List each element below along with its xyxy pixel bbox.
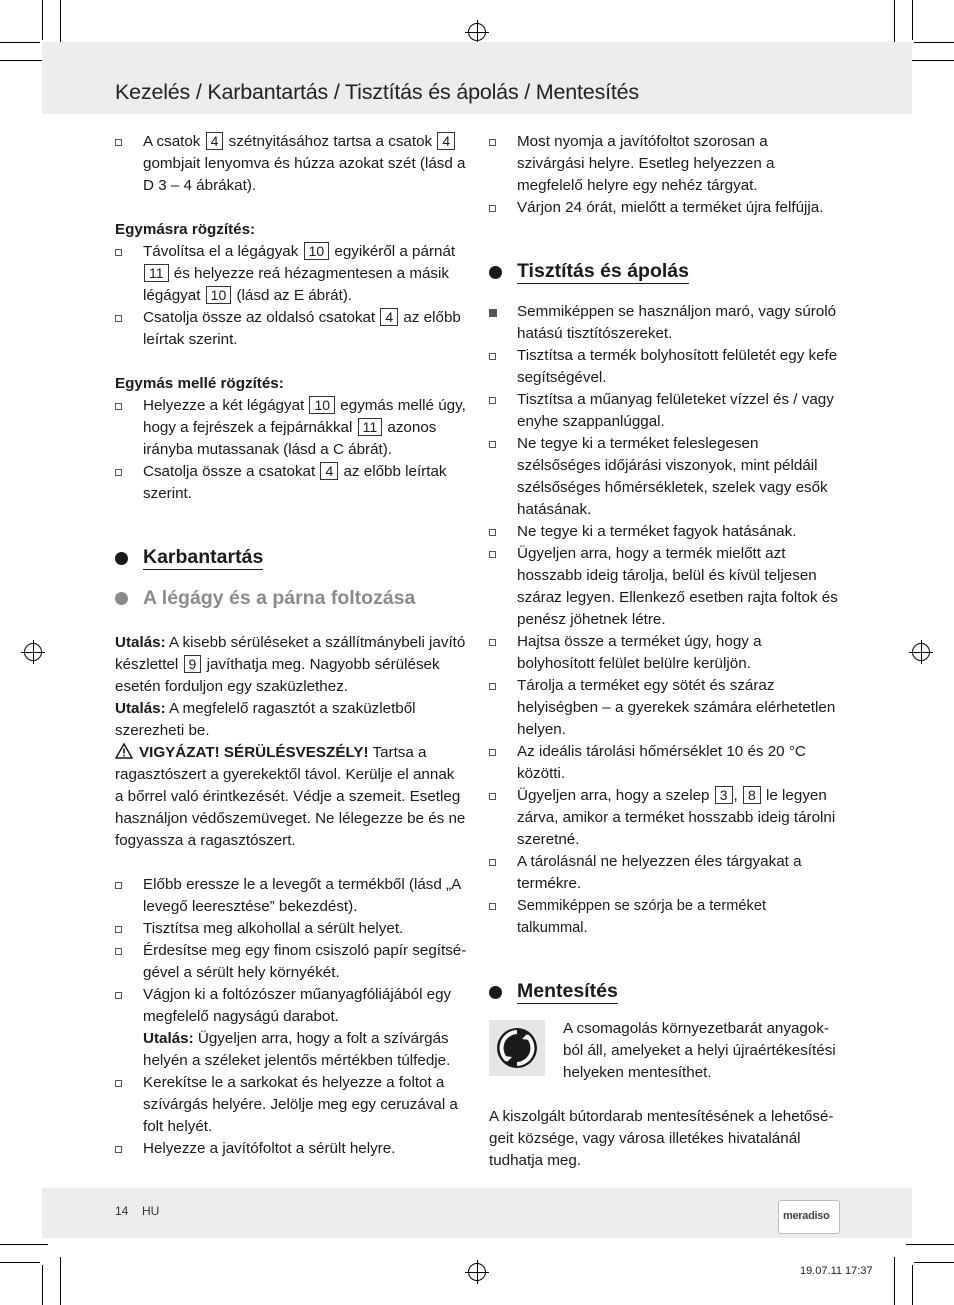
unbuckle-list bbox=[115, 131, 467, 197]
crop-mark bbox=[912, 0, 913, 40]
patch-continue-list bbox=[489, 131, 839, 219]
brand-logo bbox=[778, 1200, 840, 1234]
part-number: 4 bbox=[437, 132, 455, 150]
list-item: Most nyomja a javítófoltot szorosan a szivárgási helyre. Esetleg helyezzen a megfelelő helyre egy nehéz tárgyat. bbox=[489, 131, 839, 197]
checkbox-bullet-icon bbox=[489, 139, 496, 146]
part-number: 11 bbox=[144, 264, 169, 282]
disposal-block bbox=[489, 1018, 839, 1084]
left-column bbox=[115, 131, 467, 1160]
crop-mark bbox=[906, 60, 954, 61]
section-heading-patching: A légágy és a párna foltozása bbox=[115, 587, 467, 610]
section-heading-disposal: Mentesítés bbox=[489, 980, 839, 1004]
page-number: 14 bbox=[115, 1204, 129, 1218]
part-number: 8 bbox=[743, 786, 761, 804]
part-number: 4 bbox=[380, 308, 398, 326]
registration-mark-icon bbox=[24, 643, 42, 661]
registration-mark-icon bbox=[468, 23, 486, 41]
crop-mark bbox=[60, 1257, 61, 1305]
patch-steps-list bbox=[115, 874, 467, 1160]
note-repair-kit: Utalás: A kisebb sérüléseket a szállítmánybeli javító készlettel 9 javíthatja meg. Nagyobb sérülések esetén forduljon egy szaküzlethez. bbox=[115, 634, 466, 695]
right-column bbox=[489, 131, 839, 1172]
checkbox-bullet-icon bbox=[115, 139, 122, 146]
page-title: Kezelés / Karbantartás / Tisztítás és ápolás / Mentesítés bbox=[115, 80, 639, 104]
checkbox-bullet-icon bbox=[489, 903, 496, 910]
list-item: Vágjon ki a foltózószer műanyagfóliájából egy megfelelő nagyságú darabot. Utalás: Ügyeljen arra, hogy a folt a szívárgás helyén a széleket jelentős mértékben túlfedje. bbox=[115, 984, 467, 1072]
part-number: 4 bbox=[320, 462, 338, 480]
stack-list bbox=[115, 241, 467, 351]
care-list bbox=[489, 301, 839, 939]
filled-square-bullet-icon bbox=[489, 309, 497, 317]
part-number: 10 bbox=[309, 396, 335, 414]
disposal-packaging-text: A csomagolás környezetbarát anyagokból áll, amelyeket a helyi újraértékesítési helyeken mentesíthet. bbox=[563, 1020, 836, 1081]
bullet-dot-icon bbox=[489, 266, 502, 279]
subheading-side: Egymás mellé rögzítés: bbox=[115, 375, 284, 392]
subheading-stack: Egymásra rögzítés: bbox=[115, 221, 256, 238]
list-item: Tisztítsa a termék bolyhosított felületét egy kefe segítségével. bbox=[489, 345, 839, 389]
checkbox-bullet-icon bbox=[489, 353, 496, 360]
warning-block: VIGYÁZAT! SÉRÜLÉSVESZÉLY! Tartsa a ragasztószert a gyerekektől távol. Kerülje el annak a bőrrel való érintkezését. Védje a szemeit. Esetleg használjon védőszemüveget. Ne lélegezze be és ne fogyassza a ragasztószert. bbox=[115, 744, 466, 849]
list-item: Kerekítse le a sarkokat és helyezze a foltot a szívárgás helyére. Jelölje meg egy ceruzával a folt helyét. bbox=[115, 1072, 467, 1138]
bullet-dot-icon bbox=[115, 552, 128, 565]
list-item: Az ideális tárolási hőmérséklet 10 és 20 °C közötti. bbox=[489, 741, 839, 785]
list-item: Tisztítsa meg alkohollal a sérült helyet. bbox=[115, 918, 467, 940]
list-item: Előbb eressze le a levegőt a termékből (lásd „A levegő leeresztése” bekezdést). bbox=[115, 874, 467, 918]
list-item: A csatok 4 szétnyitásához tartsa a csatok 4 gombjait lenyomva és húzza azokat szét (lásd a D 3 – 4 ábrákat). bbox=[115, 131, 467, 197]
checkbox-bullet-icon bbox=[115, 992, 122, 999]
list-item: A tárolásnál ne helyezzen éles tárgyakat a termékre. bbox=[489, 851, 839, 895]
list-item: Csatolja össze a csatokat 4 az előbb leírtak szerint. bbox=[115, 461, 467, 505]
part-number: 10 bbox=[304, 242, 330, 260]
crop-mark bbox=[914, 1262, 954, 1263]
list-item: Semmiképpen se használjon maró, vagy súroló hatású tisztítószereket. bbox=[489, 301, 839, 345]
checkbox-bullet-icon bbox=[489, 551, 496, 558]
checkbox-bullet-icon bbox=[115, 926, 122, 933]
checkbox-bullet-icon bbox=[115, 403, 122, 410]
checkbox-bullet-icon bbox=[489, 529, 496, 536]
part-number: 9 bbox=[184, 655, 202, 673]
crop-mark bbox=[42, 1265, 43, 1305]
list-item: Helyezze a két légágyat 10 egymás mellé úgy, hogy a fejrészek a fejpárnákkal 11 azonos irányba mutassanak (lásd a C ábrát). bbox=[115, 395, 467, 461]
checkbox-bullet-icon bbox=[489, 859, 496, 866]
brand-logo-text: meradiso bbox=[783, 1210, 830, 1222]
checkbox-bullet-icon bbox=[489, 441, 496, 448]
checkbox-bullet-icon bbox=[115, 1080, 122, 1087]
list-item: Tisztítsa a műanyag felületeket vízzel és / vagy enyhe szappanlúggal. bbox=[489, 389, 839, 433]
part-number: 11 bbox=[358, 418, 383, 436]
crop-mark bbox=[914, 42, 954, 43]
registration-mark-icon bbox=[912, 643, 930, 661]
list-item: Ne tegye ki a terméket feleslegesen szélsőséges időjárási viszonyok, mint példáil szélsőséges hőmérsékletek, szelek vagy esők hatásának. bbox=[489, 433, 839, 521]
crop-mark bbox=[912, 1265, 913, 1305]
checkbox-bullet-icon bbox=[115, 948, 122, 955]
crop-mark bbox=[0, 42, 40, 43]
list-item: Hajtsa össze a terméket úgy, hogy a bolyhosított felület belülre kerüljön. bbox=[489, 631, 839, 675]
list-item: Ügyeljen arra, hogy a termék mielőtt azt hosszabb ideig tárolja, belül és kívül teljesen száraz legyen. Ellenkező esetben rajta foltok és penész jöhetnek létre. bbox=[489, 543, 839, 631]
crop-mark bbox=[894, 0, 895, 48]
crop-mark bbox=[906, 1244, 954, 1245]
list-item: Csatolja össze az oldalsó csatokat 4 az előbb leírtak szerint. bbox=[115, 307, 467, 351]
list-item: Ne tegye ki a terméket fagyok hatásának. bbox=[489, 521, 839, 543]
checkbox-bullet-icon bbox=[115, 315, 122, 322]
crop-mark bbox=[60, 0, 61, 48]
checkbox-bullet-icon bbox=[489, 749, 496, 756]
list-item: Tárolja a terméket egy sötét és száraz helyiségben – a gyerekek számára elérhetetlen helyen. bbox=[489, 675, 839, 741]
list-item: Érdesítse meg egy finom csiszoló papír segítségével a sérült hely környékét. bbox=[115, 940, 467, 984]
bullet-dot-icon bbox=[115, 592, 128, 605]
checkbox-bullet-icon bbox=[115, 1146, 122, 1153]
crop-mark bbox=[42, 0, 43, 40]
language-code: HU bbox=[142, 1204, 160, 1218]
part-number: 3 bbox=[715, 786, 733, 804]
checkbox-bullet-icon bbox=[115, 882, 122, 889]
checkbox-bullet-icon bbox=[115, 469, 122, 476]
disposal-furniture-text: A kiszolgált bútordarab mentesítésének a lehetőségeit községe, vagy városa illetékes hivatalánál tudhatja meg. bbox=[489, 1108, 834, 1169]
crop-mark bbox=[0, 1244, 48, 1245]
list-item: Ügyeljen arra, hogy a szelep 3 , 8 le legyen zárva, amikor a terméket hosszabb ideig tárolni szeretné. bbox=[489, 785, 839, 851]
crop-mark bbox=[0, 60, 48, 61]
section-heading-maintenance: Karbantartás bbox=[115, 546, 467, 570]
checkbox-bullet-icon bbox=[489, 683, 496, 690]
registration-mark-icon bbox=[468, 1263, 486, 1281]
list-item: Helyezze a javítófoltot a sérült helyre. bbox=[115, 1138, 467, 1160]
checkbox-bullet-icon bbox=[489, 205, 496, 212]
list-item: Semmiképpen se szórja be a terméket talkummal. bbox=[489, 895, 839, 939]
warning-triangle-icon bbox=[115, 743, 133, 759]
print-timestamp: 19.07.11 17:37 bbox=[800, 1265, 873, 1277]
side-list bbox=[115, 395, 467, 505]
checkbox-bullet-icon bbox=[489, 793, 496, 800]
part-number: 4 bbox=[206, 132, 224, 150]
checkbox-bullet-icon bbox=[489, 639, 496, 646]
checkbox-bullet-icon bbox=[115, 249, 122, 256]
bullet-dot-icon bbox=[489, 986, 502, 999]
crop-mark bbox=[0, 1262, 40, 1263]
green-dot-recycling-icon bbox=[489, 1020, 545, 1076]
list-item: Várjon 24 órát, mielőtt a terméket újra felfújja. bbox=[489, 197, 839, 219]
section-heading-cleaning: Tisztítás és ápolás bbox=[489, 260, 839, 284]
note-adhesive: Utalás: A megfelelő ragasztót a szaküzletből szerezheti be. bbox=[115, 700, 416, 739]
checkbox-bullet-icon bbox=[489, 397, 496, 404]
list-item: Távolítsa el a légágyak 10 egyikéről a párnát 11 és helyezze reá hézagmentesen a másik légágyat 10 (lásd az E ábrát). bbox=[115, 241, 467, 307]
crop-mark bbox=[894, 1257, 895, 1305]
part-number: 10 bbox=[206, 286, 232, 304]
